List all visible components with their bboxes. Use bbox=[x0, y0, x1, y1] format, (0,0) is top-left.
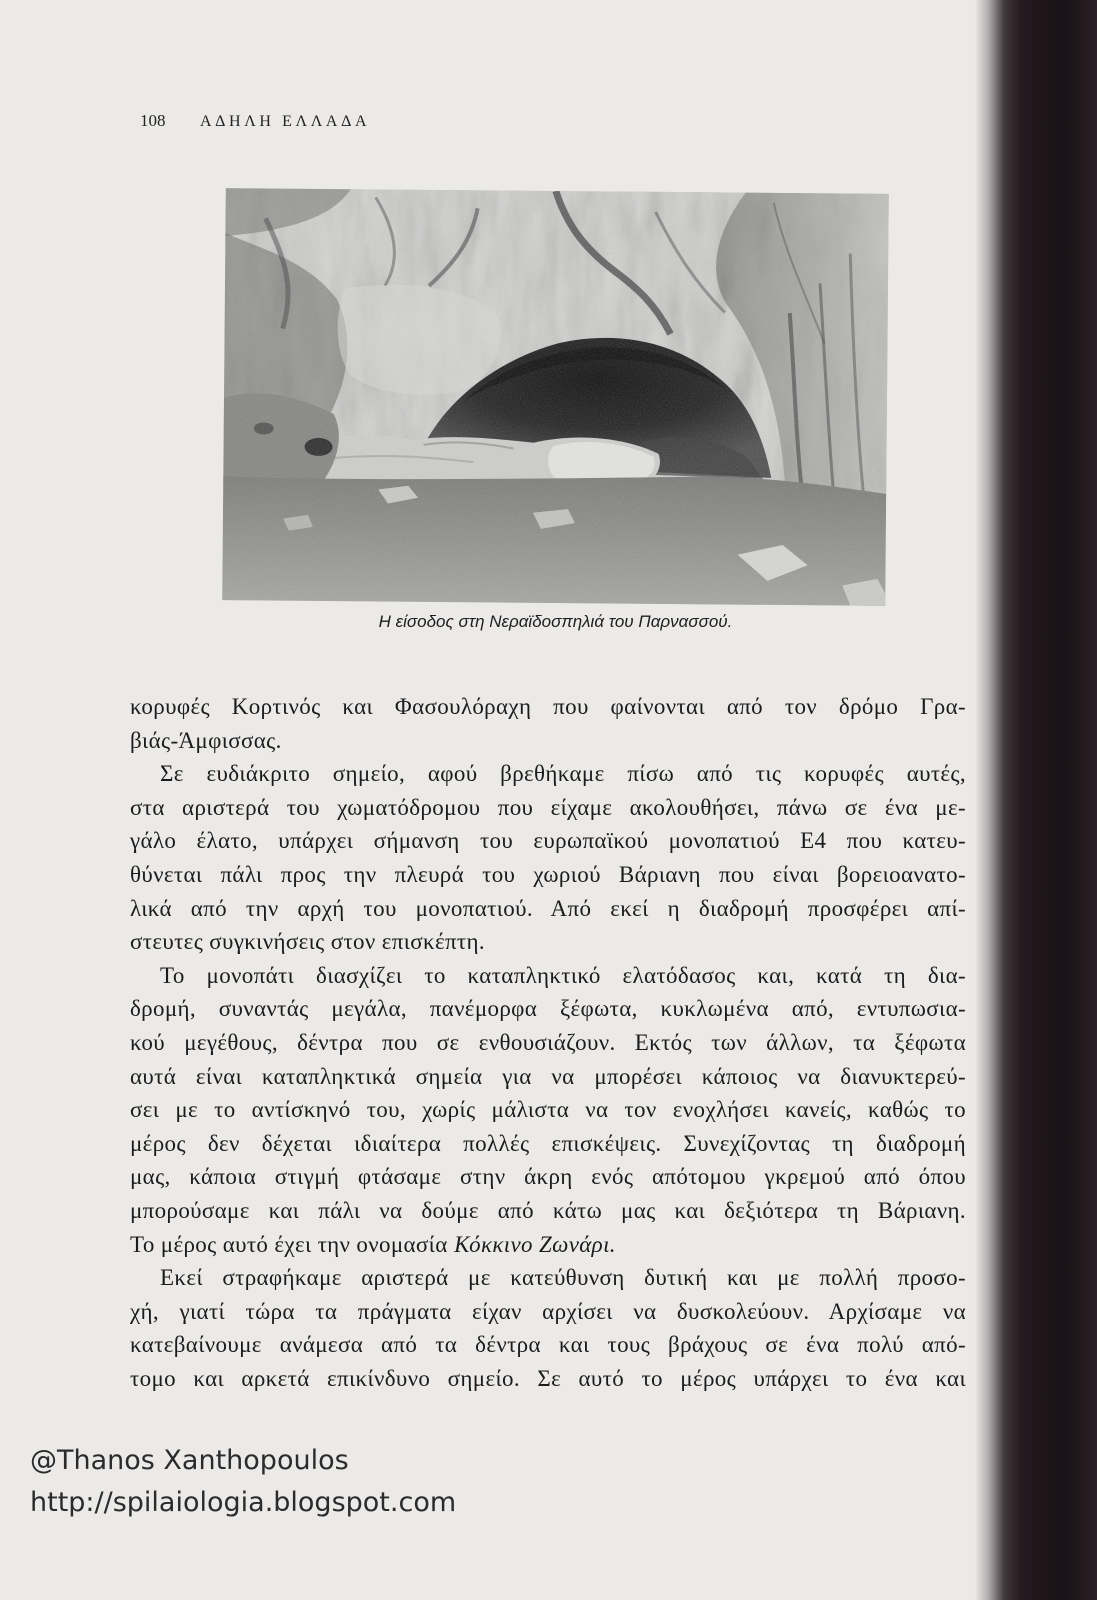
text-line bbox=[130, 1228, 966, 1262]
text-line: κορυφές Κορτινός και Φασουλόραχη που φαίνονται από τον δρόμο Γρα- bbox=[130, 694, 966, 719]
paragraph bbox=[130, 1261, 966, 1395]
text-line: κού μεγέθους, δέντρα που σε ενθουσιάζουν. Εκτός των άλλων, τα ξέφωτα bbox=[130, 1029, 966, 1055]
body-text bbox=[130, 690, 966, 1395]
text-line: Σε ευδιάκριτο σημείο, αφού βρεθήκαμε πίσω από τις κορυφές αυτές, bbox=[160, 761, 966, 787]
text-line: μέρος δεν δέχεται ιδιαίτερα πολλές επισκέψεις. Συνεχίζοντας τη διαδρομή bbox=[130, 1130, 966, 1156]
text-line: μας, κάποια στιγμή φτάσαμε στην άκρη ενός απότομου γκρεμού από όπου bbox=[130, 1164, 966, 1190]
text-line: δρομή, συναντάς μεγάλα, πανέμορφα ξέφωτα, κυκλωμένα από, εντυπωσια- bbox=[130, 996, 966, 1022]
closing-text: Το μέρος αυτό έχει την ονομασία bbox=[130, 1231, 448, 1257]
paragraph bbox=[130, 690, 966, 757]
paragraph bbox=[130, 757, 966, 959]
text-line: γάλο έλατο, υπάρχει σήμανση του ευρωπαϊκού μονοπατιού Ε4 που κατευ- bbox=[130, 828, 966, 854]
text-line: Το μονοπάτι διασχίζει το καταπληκτικό ελατόδασος και, κατά τη δια- bbox=[160, 962, 966, 988]
text-line: θύνεται πάλι προς την πλευρά του χωριού Βάριανη που είναι βορειοανατο- bbox=[130, 861, 966, 887]
text-line: βιάς-Άμφισσας. bbox=[130, 727, 282, 753]
watermark-author: @Thanos Xanthopoulos bbox=[30, 1445, 349, 1476]
watermark-url: http://spilaiologia.blogspot.com bbox=[30, 1487, 457, 1518]
text-line: κατεβαίνουμε ανάμεσα από τα δέντρα και τους βράχους σε ένα πολύ από- bbox=[130, 1332, 966, 1358]
running-title: ΑΔΗΛΗ ΕΛΛΑΔΑ bbox=[200, 113, 371, 130]
text-line: στα αριστερά του χωματόδρομου που είχαμε ακολουθήσει, πάνω σε ένα με- bbox=[130, 794, 966, 820]
text-line: Εκεί στραφήκαμε αριστερά με κατεύθυνση δυτική και με πολλή προσο- bbox=[160, 1265, 966, 1291]
photo-caption: Η είσοδος στη Νεραϊδοσπηλιά του Παρνασσού. bbox=[378, 612, 733, 631]
photo-image bbox=[222, 188, 889, 606]
place-name-italic: Κόκκινο Ζωνάρι. bbox=[454, 1231, 616, 1257]
cave-entrance-photo bbox=[222, 188, 889, 606]
page-number: 108 bbox=[140, 111, 166, 130]
text-line: στευτες συγκινήσεις στον επισκέπτη. bbox=[130, 929, 485, 955]
text-line: μπορούσαμε και πάλι να δούμε από κάτω μας και δεξιότερα τη Βάριανη. bbox=[130, 1197, 966, 1223]
page-gutter-shadow bbox=[975, 0, 1097, 1600]
text-line: λικά από την αρχή του μονοπατιού. Από εκεί η διαδρομή προσφέρει απί- bbox=[130, 895, 966, 921]
text-line: τομο και αρκετά επικίνδυνο σημείο. Σε αυτό το μέρος υπάρχει το ένα και bbox=[130, 1365, 966, 1391]
film-grain bbox=[222, 188, 889, 606]
text-line: χή, γιατί τώρα τα πράγματα είχαν αρχίσει να δυσκολεύουν. Αρχίσαμε να bbox=[130, 1298, 966, 1324]
paragraph bbox=[130, 959, 966, 1261]
text-line: σει με το αντίσκηνό του, χωρίς μάλιστα να τον ενοχλήσει κανείς, καθώς το bbox=[130, 1097, 966, 1123]
text-line: αυτά είναι καταπληκτικά σημεία για να μπορέσει κάποιος να διανυκτερεύ- bbox=[130, 1063, 966, 1089]
